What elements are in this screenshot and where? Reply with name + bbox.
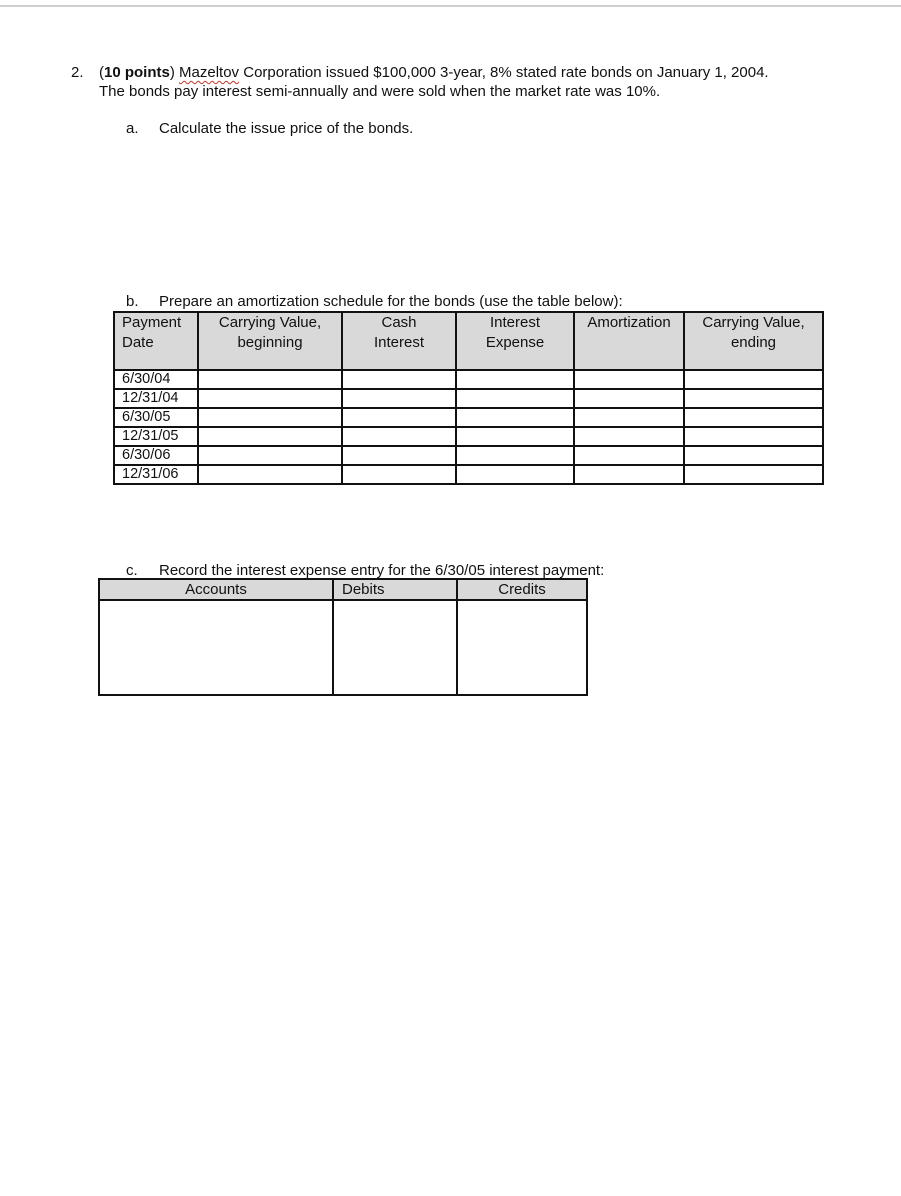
part-b-letter: b. (126, 293, 139, 310)
cash-interest-cell[interactable] (342, 446, 456, 465)
header-credits: Credits (457, 579, 587, 600)
payment-date-cell: 12/31/06 (114, 465, 198, 484)
question-line-1: Corporation issued $100,000 3-year, 8% stated rate bonds on January 1, 2004. (243, 64, 769, 81)
carrying-value-ending-cell[interactable] (684, 427, 823, 446)
table-row (114, 446, 823, 465)
interest-expense-cell[interactable] (456, 408, 574, 427)
amortization-cell[interactable] (574, 465, 684, 484)
part-c-letter: c. (126, 562, 138, 579)
table-row (114, 389, 823, 408)
interest-expense-cell[interactable] (456, 370, 574, 389)
carrying-value-ending-cell[interactable] (684, 370, 823, 389)
table-row (114, 465, 823, 484)
interest-expense-cell[interactable] (456, 465, 574, 484)
interest-expense-cell[interactable] (456, 446, 574, 465)
carrying-value-ending-cell[interactable] (684, 465, 823, 484)
part-a-text: Calculate the issue price of the bonds. (159, 120, 414, 137)
amortization-header-row (114, 312, 823, 370)
question-line-2: The bonds pay interest semi-annually and were sold when the market rate was 10%. (99, 83, 661, 100)
payment-date-cell: 6/30/04 (114, 370, 198, 389)
carrying-value-beginning-cell[interactable] (198, 389, 342, 408)
question-number: 2. (71, 64, 84, 81)
header-payment-date: Payment Date (114, 312, 198, 370)
header-amortization: Amortization (574, 312, 684, 370)
header-accounts: Accounts (99, 579, 333, 600)
header-interest-expense: Interest Expense (456, 312, 574, 370)
points-label: (10 points) (99, 64, 175, 81)
cash-interest-cell[interactable] (342, 427, 456, 446)
table-row (114, 427, 823, 446)
table-row (114, 408, 823, 427)
carrying-value-beginning-cell[interactable] (198, 408, 342, 427)
amortization-cell[interactable] (574, 446, 684, 465)
carrying-value-beginning-cell[interactable] (198, 446, 342, 465)
top-divider (0, 5, 901, 7)
header-carrying-value-ending: Carrying Value, ending (684, 312, 823, 370)
cash-interest-cell[interactable] (342, 370, 456, 389)
cash-interest-cell[interactable] (342, 465, 456, 484)
carrying-value-ending-cell[interactable] (684, 389, 823, 408)
carrying-value-ending-cell[interactable] (684, 446, 823, 465)
header-cash-interest: Cash Interest (342, 312, 456, 370)
carrying-value-beginning-cell[interactable] (198, 465, 342, 484)
journal-entry-table (98, 578, 588, 696)
amortization-cell[interactable] (574, 370, 684, 389)
company-name: Mazeltov (179, 64, 240, 81)
header-carrying-value-beginning: Carrying Value, beginning (198, 312, 342, 370)
part-c-text: Record the interest expense entry for the 6/30/05 interest payment: (159, 562, 605, 579)
carrying-value-beginning-cell[interactable] (198, 370, 342, 389)
part-b-text: Prepare an amortization schedule for the bonds (use the table below): (159, 293, 623, 310)
debits-cell[interactable] (333, 600, 457, 695)
interest-expense-cell[interactable] (456, 389, 574, 408)
amortization-cell[interactable] (574, 408, 684, 427)
carrying-value-beginning-cell[interactable] (198, 427, 342, 446)
payment-date-cell: 6/30/06 (114, 446, 198, 465)
cash-interest-cell[interactable] (342, 389, 456, 408)
interest-expense-cell[interactable] (456, 427, 574, 446)
amortization-table (113, 311, 824, 485)
payment-date-cell: 12/31/04 (114, 389, 198, 408)
cash-interest-cell[interactable] (342, 408, 456, 427)
credits-cell[interactable] (457, 600, 587, 695)
amortization-cell[interactable] (574, 389, 684, 408)
payment-date-cell: 6/30/05 (114, 408, 198, 427)
journal-header-row (99, 579, 587, 600)
accounts-cell[interactable] (99, 600, 333, 695)
carrying-value-ending-cell[interactable] (684, 408, 823, 427)
part-a-letter: a. (126, 120, 139, 137)
header-debits: Debits (333, 579, 457, 600)
payment-date-cell: 12/31/05 (114, 427, 198, 446)
table-row (114, 370, 823, 389)
question-text (99, 63, 879, 101)
amortization-cell[interactable] (574, 427, 684, 446)
journal-entry-row (99, 600, 587, 695)
